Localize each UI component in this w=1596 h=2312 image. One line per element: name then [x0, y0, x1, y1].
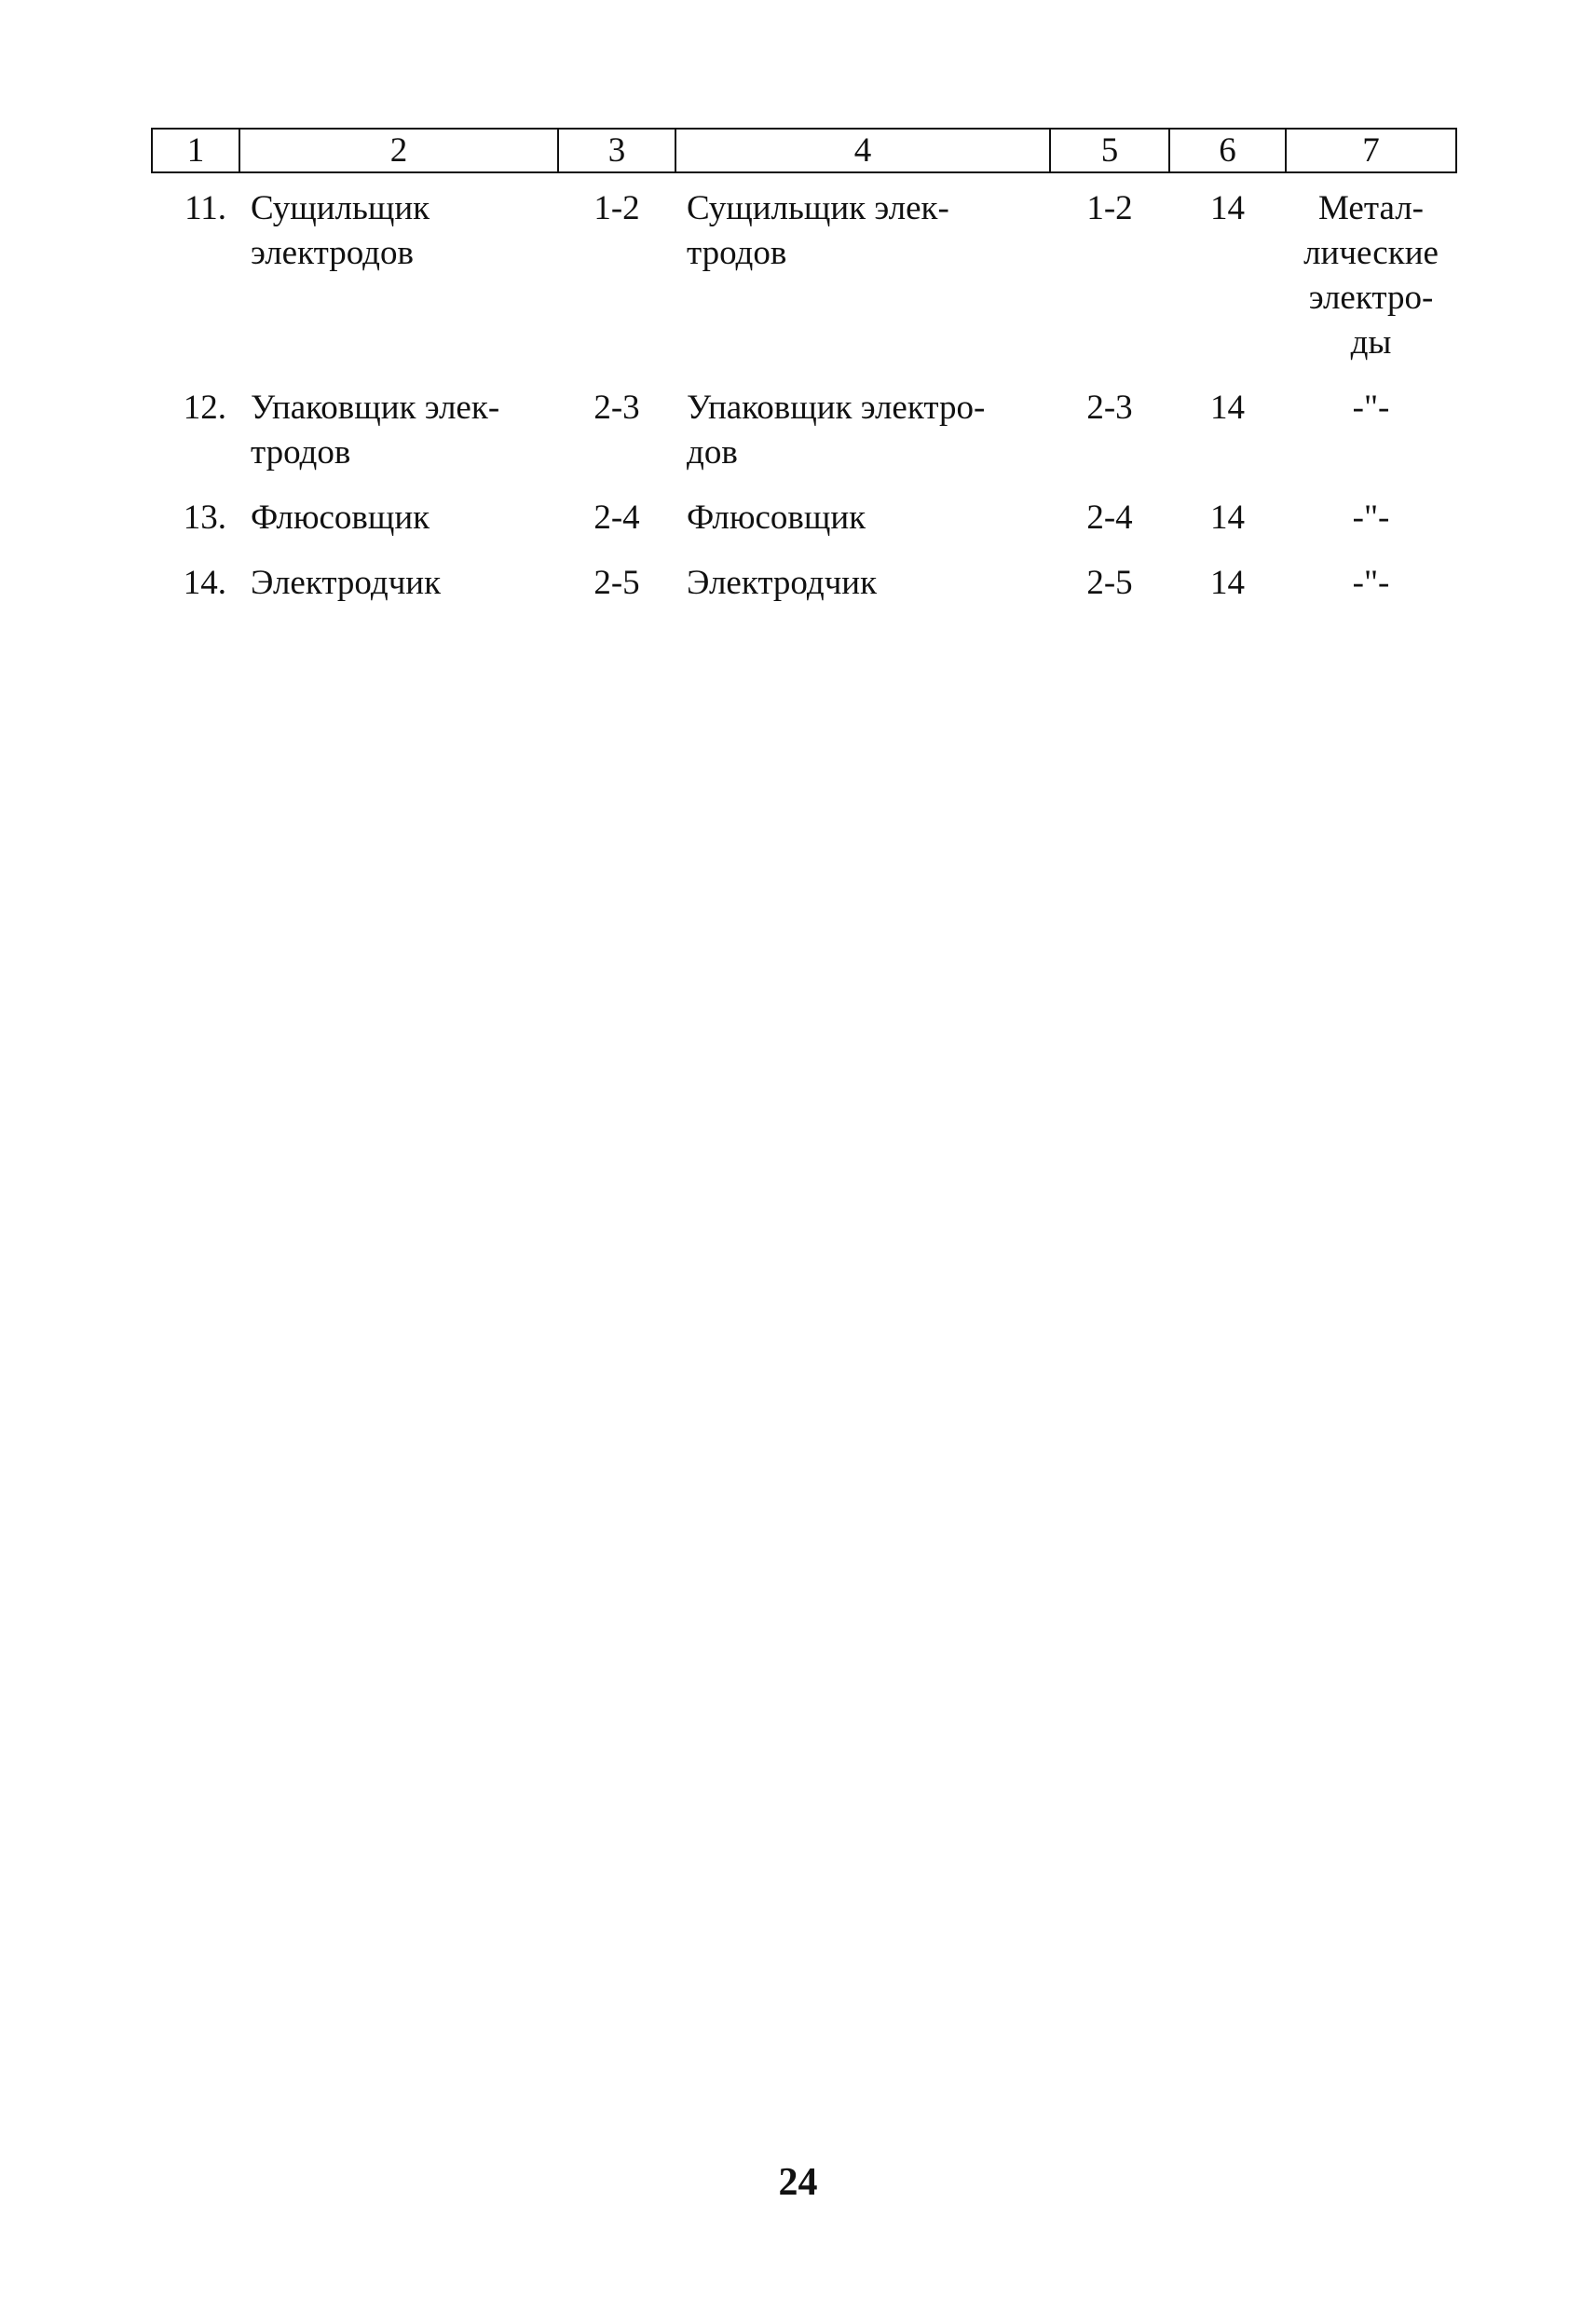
category-range: 2-4 [593, 499, 640, 537]
column-number: 7 [1286, 129, 1456, 172]
etks-profession-name: Флюсовщик [687, 499, 866, 537]
category-range: 1-2 [593, 189, 640, 227]
table-row [152, 172, 1456, 386]
row-number: 11. [184, 189, 226, 227]
etks-section: 14 [1210, 189, 1245, 227]
table-row [152, 561, 1456, 626]
profession-name: Сущильщик электродов [251, 189, 430, 272]
profession-name: Электродчик [251, 564, 442, 602]
profession-name: Упаковщик элек- тродов [251, 389, 500, 472]
professions-table-wrap [151, 128, 1455, 626]
column-number-row [152, 129, 1456, 172]
column-number: 4 [675, 129, 1050, 172]
profession-name: Флюсовщик [251, 499, 430, 537]
etks-category-range: 2-5 [1086, 564, 1133, 602]
page-number: 24 [778, 2161, 818, 2204]
note-cell: -"- [1352, 389, 1390, 427]
category-range: 2-5 [593, 564, 640, 602]
table-row [152, 496, 1456, 561]
etks-section: 14 [1210, 499, 1245, 537]
note-cell: -"- [1352, 564, 1390, 602]
etks-category-range: 2-3 [1086, 389, 1133, 427]
table-row [152, 386, 1456, 496]
etks-category-range: 1-2 [1086, 189, 1133, 227]
etks-section: 14 [1210, 564, 1245, 602]
table-body [152, 172, 1456, 626]
column-number: 2 [239, 129, 558, 172]
column-number: 5 [1050, 129, 1169, 172]
etks-profession-name: Сущильщик элек- тродов [687, 189, 949, 272]
row-number: 12. [183, 389, 226, 427]
row-number: 14. [183, 564, 226, 602]
etks-category-range: 2-4 [1086, 499, 1133, 537]
professions-table [151, 128, 1457, 626]
etks-profession-name: Упаковщик электро- дов [687, 389, 986, 472]
column-number: 3 [558, 129, 675, 172]
note-cell: Метал- лические электро- ды [1303, 189, 1439, 362]
row-number: 13. [183, 499, 226, 537]
category-range: 2-3 [593, 389, 640, 427]
column-number: 1 [152, 129, 239, 172]
etks-section: 14 [1210, 389, 1245, 427]
note-cell: -"- [1352, 499, 1390, 537]
etks-profession-name: Электродчик [687, 564, 878, 602]
column-number: 6 [1169, 129, 1286, 172]
